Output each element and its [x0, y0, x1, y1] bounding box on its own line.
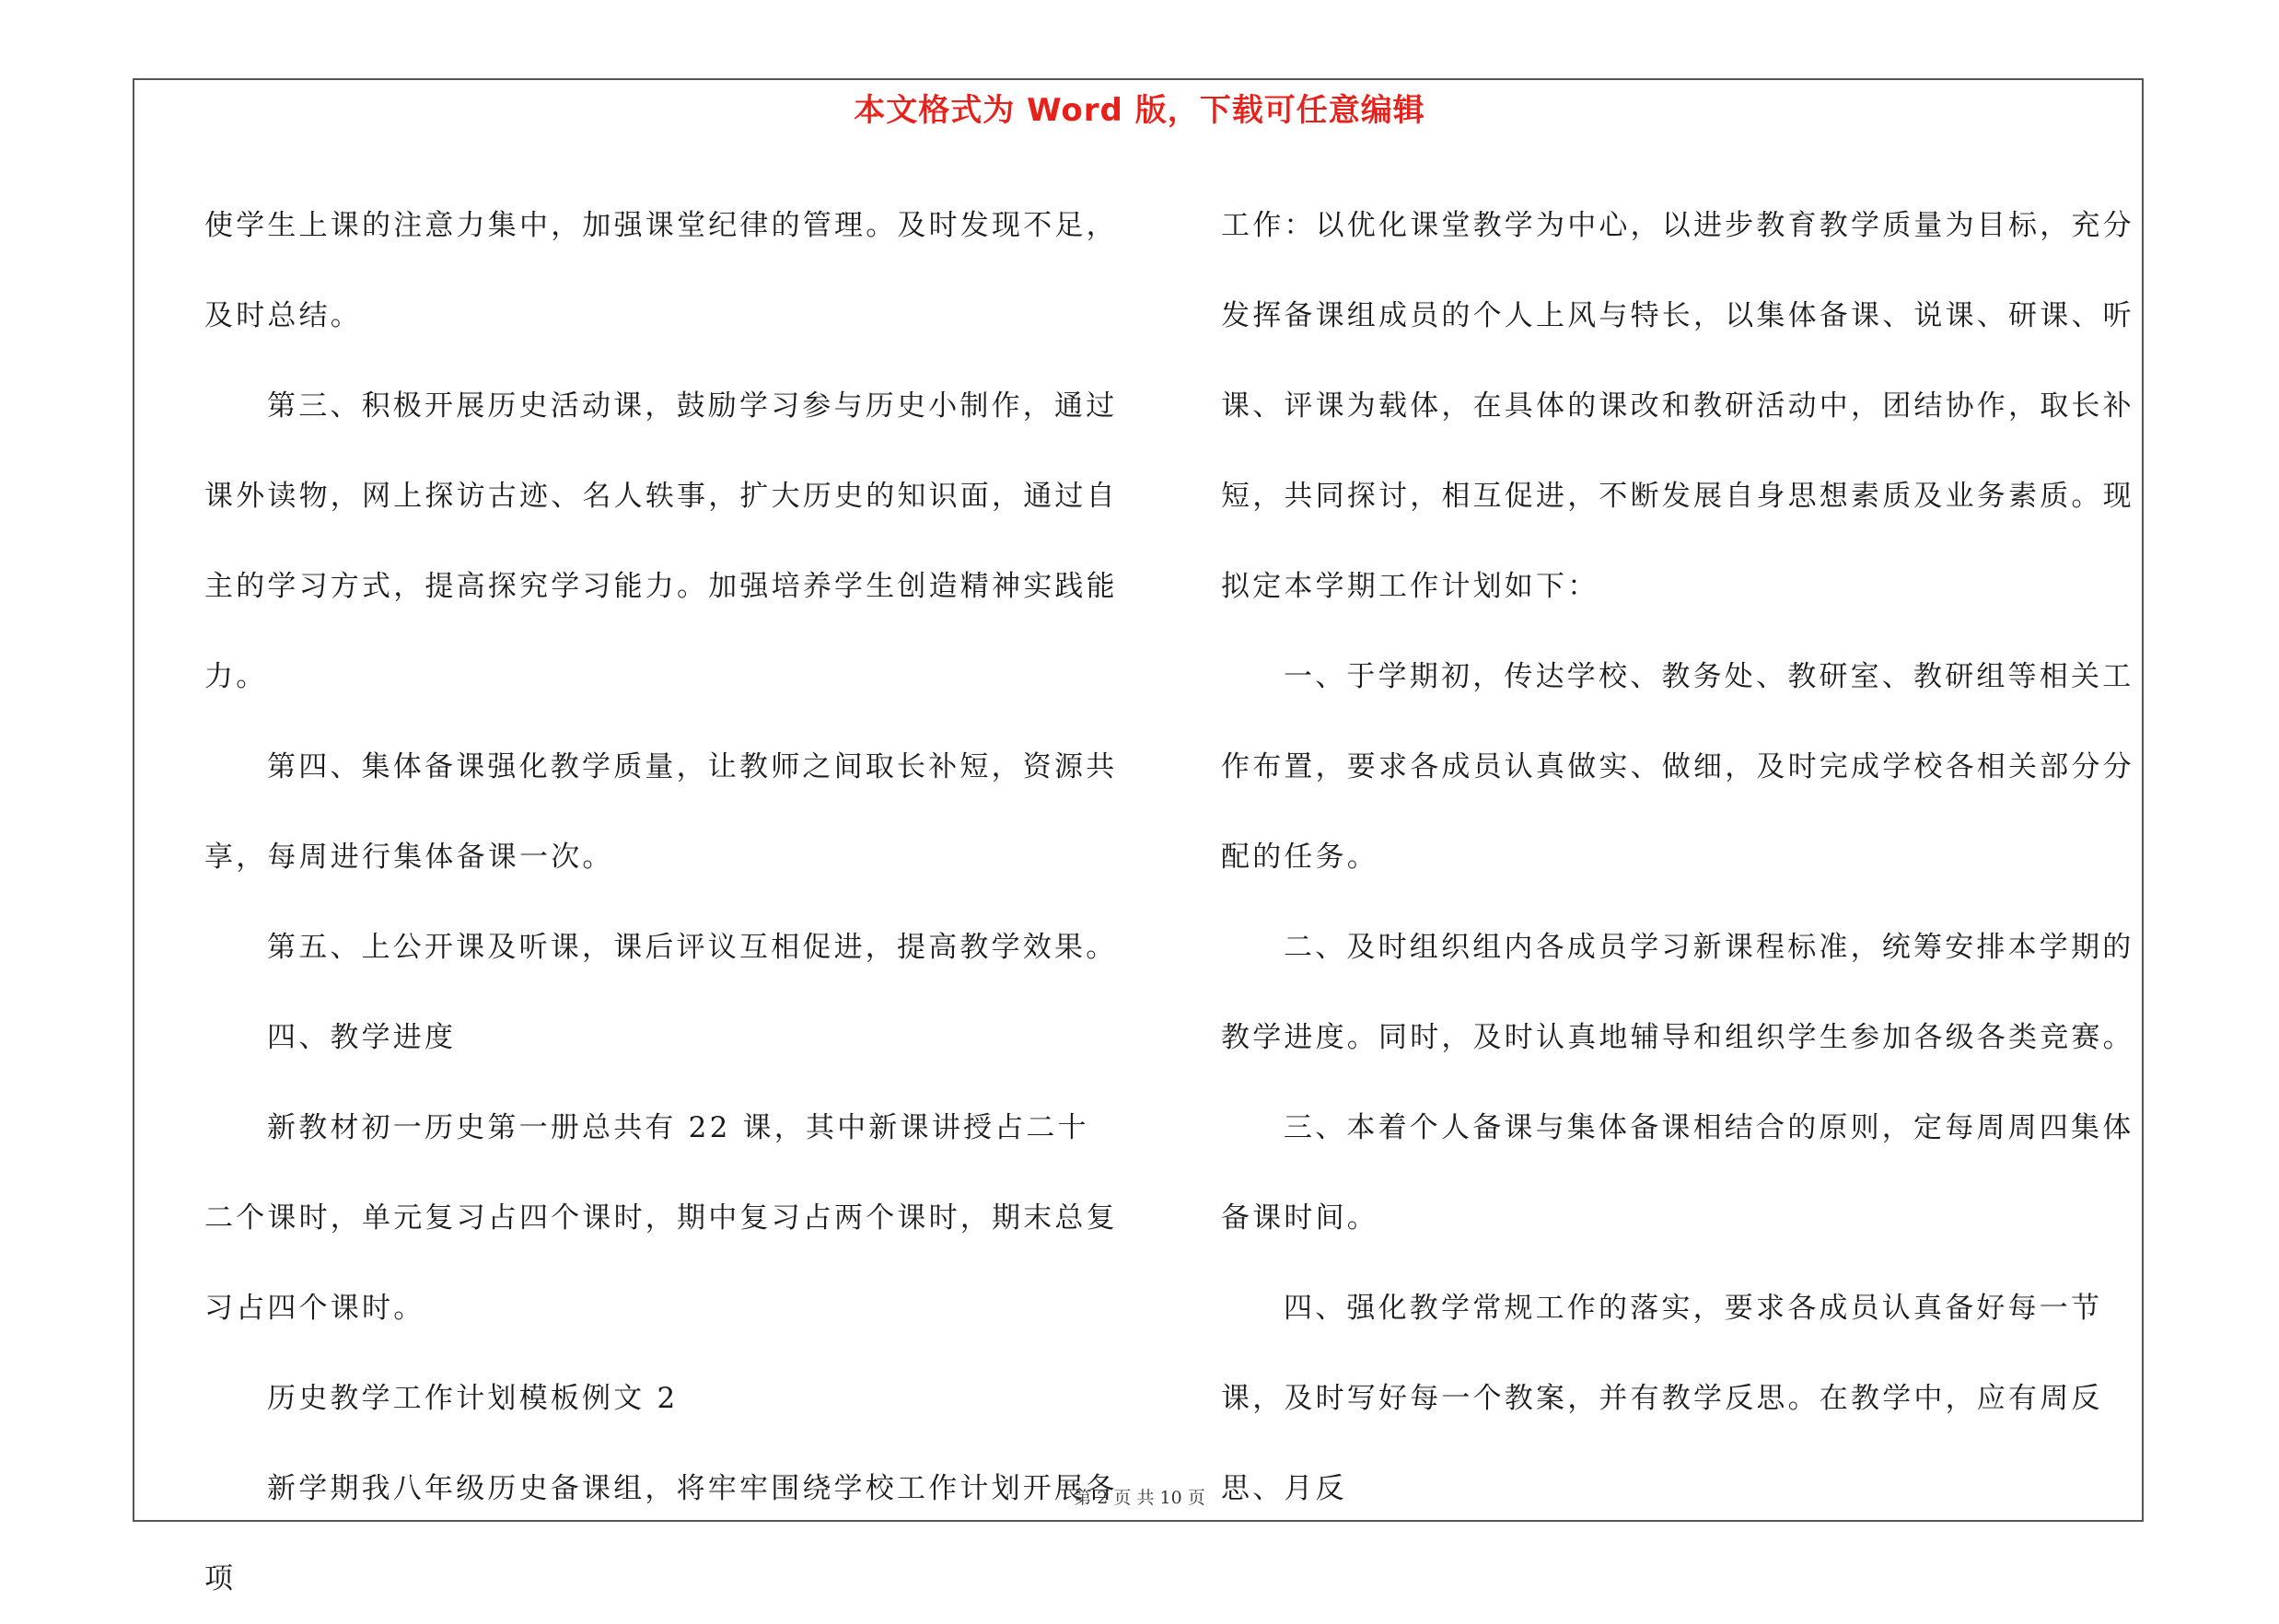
right-paragraph-2: 一、于学期初，传达学校、教务处、教研室、教研组等相关工作布置，要求各成员认真做实、做细，及时完成学校各相关部分分配的任务。	[1221, 660, 2134, 874]
right-column	[1221, 180, 2142, 1534]
right-paragraph-5: 四、强化教学常规工作的落实，要求各成员认真备好每一节课，及时写好每一个教案，并有教学反思。在教学中，应有周反思、月反	[1221, 1292, 2103, 1505]
right-paragraph-4: 三、本着个人备课与集体备课相结合的原则，定每周周四集体备课时间。	[1221, 1111, 2134, 1235]
header-banner: 本文格式为 Word 版，下载可任意编辑	[854, 92, 1425, 129]
right-paragraph-3: 二、及时组织组内各成员学习新课程标准，统筹安排本学期的教学进度。同时，及时认真地辅导和组织学生参加各级各类竞赛。	[1221, 931, 2134, 1054]
section-heading-teaching-progress: 四、教学进度	[267, 1021, 457, 1054]
left-paragraph-3: 第四、集体备课强化教学质量，让教师之间取长补短，资源共享，每周进行集体备课一次。	[204, 750, 1118, 874]
left-paragraph-2: 第三、积极开展历史活动课，鼓励学习参与历史小制作，通过课外读物，网上探访古迹、名人轶事，扩大历史的知识面，通过自主的学习方式，提高探究学习能力。加强培养学生创造精神实践能力。	[204, 389, 1118, 693]
left-column	[204, 180, 1118, 1624]
right-paragraph-1: 工作：以优化课堂教学为中心，以进步教育教学质量为目标，充分发挥备课组成员的个人上风与特长，以集体备课、说课、研课、听课、评课为载体，在具体的课改和教研活动中，团结协作，取长补短，共同探讨，相互促进，不断发展自身思想素质及业务素质。现拟定本学期工作计划如下：	[1221, 209, 2134, 603]
page-number-footer: 第 2 页 共 10 页	[1074, 1488, 1205, 1508]
left-paragraph-4: 第五、上公开课及听课，课后评议互相促进，提高教学效果。	[267, 931, 1118, 964]
left-paragraph-8: 新学期我八年级历史备课组，将牢牢围绕学校工作计划开展各项	[204, 1472, 1118, 1595]
left-paragraph-6: 新教材初一历史第一册总共有 22 课，其中新课讲授占二十二个课时，单元复习占四个课时，期中复习占两个课时，期末总复习占四个课时。	[204, 1111, 1118, 1325]
article-title-example-2: 历史教学工作计划模板例文 2	[267, 1382, 679, 1415]
left-paragraph-1: 使学生上课的注意力集中，加强课堂纪律的管理。及时发现不足，及时总结。	[204, 209, 1118, 332]
